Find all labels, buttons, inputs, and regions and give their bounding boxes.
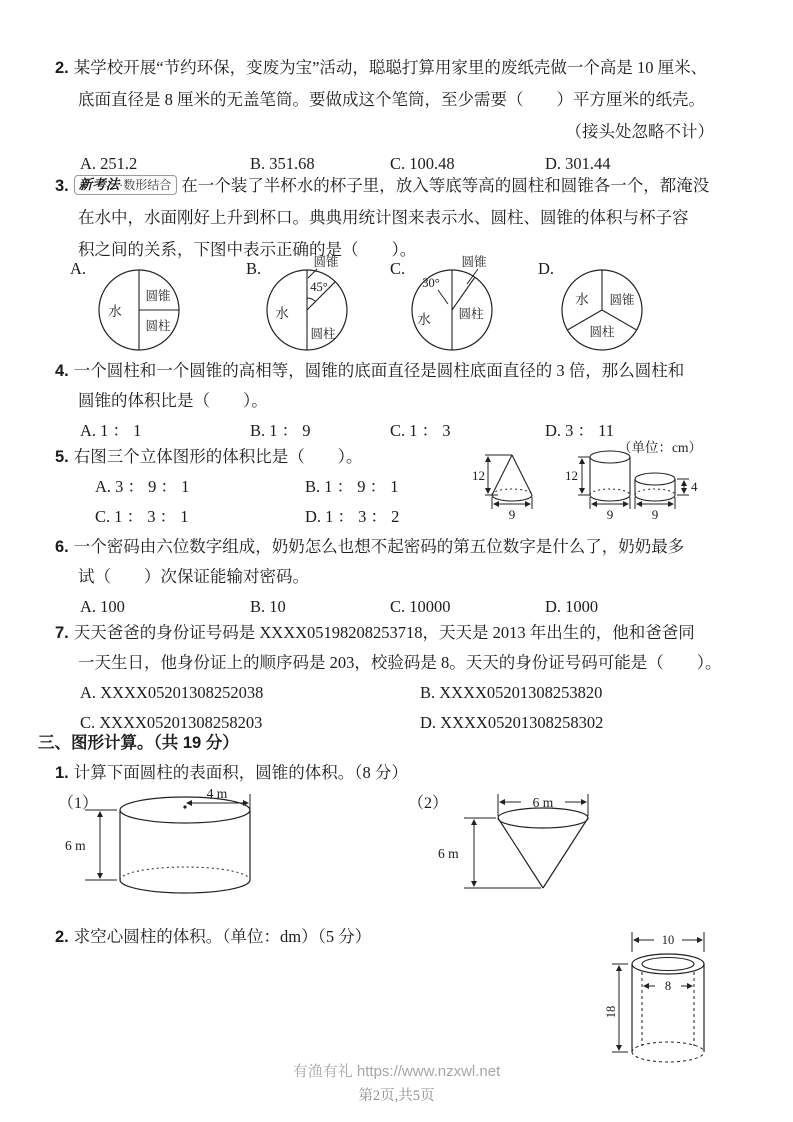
pie-chart-a — [83, 254, 195, 366]
cone-height-label: 12 — [472, 468, 485, 483]
q4-option-c: C. 1 ： 3 — [390, 421, 451, 440]
q5-line1: 5. 右图三个立体图形的体积比是（ ）。 — [55, 447, 363, 466]
hollow-outer-diameter-label: 10 — [661, 933, 675, 947]
q5-number: 5. — [55, 448, 69, 466]
section-3-question-1: 1. 计算下面圆柱的表面积，圆锥的体积。（8 分） — [55, 763, 408, 782]
q3-line3: 积之间的关系，下图中表示正确的是（ ）。 — [78, 240, 417, 259]
pie-letter-c: C. — [390, 259, 406, 278]
pie-d-cylinder-label: 圆柱 — [589, 325, 615, 339]
q2-option-c: C. 100.48 — [390, 154, 455, 173]
pie-b-cylinder-label: 圆柱 — [310, 327, 336, 341]
pie-c-angle-label: 30° — [422, 276, 440, 290]
fig2-height-label: 6 m — [438, 846, 459, 861]
pie-a-water-label: 水 — [108, 304, 122, 319]
hollow-height-label: 18 — [604, 1005, 618, 1019]
section-3-title: 三、图形计算。（共 19 分） — [38, 734, 239, 752]
q4-number: 4. — [55, 362, 69, 380]
q2-line1: 2. 某学校开展“节约环保，变废为宝”活动，聪聪打算用家里的废纸壳做一个高是 10 厘米、 — [55, 58, 708, 77]
pie-letter-b: B. — [246, 259, 262, 278]
s3q2-number: 2. — [55, 928, 69, 946]
q5-option-c: C. 1 ： 3 ： 1 — [95, 507, 189, 526]
pie-chart-d — [546, 254, 658, 366]
pie-a-cylinder-label: 圆柱 — [145, 319, 171, 333]
q7-line2: 一天生日，他身份证上的顺序码是 203，校验码是 8。天天的身份证号码可能是（ ）。 — [78, 653, 722, 672]
q3-line2: 在水中，水面刚好上升到杯口。典典用统计图来表示水、圆柱、圆锥的体积与杯子容 — [78, 208, 689, 227]
pie-b-water-label: 水 — [275, 306, 289, 321]
q4-line2: 圆锥的体积比是（ ）。 — [78, 391, 268, 410]
q6-option-b: B. 10 — [250, 597, 286, 616]
pie-c-cylinder-label: 圆柱 — [458, 307, 484, 321]
new-method-badge: 新考法·数形结合 — [74, 175, 178, 195]
q7-option-c: C. XXXX05201308258203 — [80, 713, 263, 732]
q6-number: 6. — [55, 538, 69, 556]
fig1-label: （1） — [58, 795, 99, 812]
q7-option-d: D. XXXX05201308258302 — [420, 713, 604, 732]
cone-figure-2 — [438, 786, 628, 901]
q6-line2: 试（ ）次保证能输对密码。 — [78, 567, 309, 586]
q2-option-a: A. 251.2 — [80, 154, 138, 173]
pie-c-cone-label: 圆锥 — [461, 255, 487, 269]
section-3-question-2: 2. 求空心圆柱的体积。（单位：dm）（5 分） — [55, 927, 372, 946]
short-cylinder-height-label: 4 — [691, 479, 698, 494]
q6-option-d: D. 1000 — [545, 597, 599, 616]
q7-line1: 7. 天天爸爸的身份证号码是 XXXX05198208253718，天天是 2013 年出生的，他和爸爸同 — [55, 623, 695, 642]
cylinder-diameter-label: 9 — [606, 507, 614, 522]
q7-option-a: A. XXXX05201308252038 — [80, 683, 264, 702]
q2-option-b: B. 351.68 — [250, 154, 315, 173]
pie-a-cone-label: 圆锥 — [145, 289, 171, 303]
q2-number: 2. — [55, 59, 69, 77]
pie-letter-a: A. — [70, 259, 87, 278]
question-3 — [55, 170, 759, 266]
pie-d-cone-label: 圆锥 — [609, 293, 635, 307]
cylinder-figure-1 — [65, 786, 325, 901]
q5-option-b: B. 1 ： 9 ： 1 — [305, 477, 399, 496]
q7-number: 7. — [55, 624, 69, 642]
fig2-label: （2） — [408, 795, 449, 812]
q5-option-d: D. 1 ： 3 ： 2 — [305, 507, 400, 526]
pie-d-water-label: 水 — [575, 292, 589, 307]
q2-line2: 底面直径是 8 厘米的无盖笔筒。要做成这个笔筒，至少需要（ ）平方厘米的纸壳。 — [78, 90, 705, 109]
footer-site: 有渔有礼 https://www.nzxwl.net — [292, 1063, 501, 1080]
q4-line1: 4. 一个圆柱和一个圆锥的高相等，圆锥的底面直径是圆柱底面直径的 3 倍，那么圆柱和 — [55, 361, 685, 380]
short-cylinder-diameter-label: 9 — [651, 507, 659, 522]
question-7 — [55, 618, 759, 738]
pie-b-cone-label: 圆锥 — [313, 255, 339, 269]
q5-option-a: A. 3 ： 9 ： 1 — [95, 477, 190, 496]
q3-line1: 3. 新考法·数形结合 在一个装了半杯水的杯子里，放入等底等高的圆柱和圆锥各一个，都淹没 — [55, 176, 710, 195]
solids-figure — [452, 438, 710, 533]
pie-b-angle-label: 45° — [310, 280, 328, 294]
fig1-height-label: 6 m — [65, 838, 86, 853]
question-4 — [55, 356, 759, 446]
s3q1-number: 1. — [55, 764, 69, 782]
hollow-inner-diameter-label: 8 — [664, 979, 672, 993]
q2-option-d: D. 301.44 — [545, 154, 611, 173]
fig1-radius-label: 4 m — [206, 786, 228, 801]
footer-page-number: 第2页,共5页 — [358, 1088, 435, 1104]
fig2-diameter-label: 6 m — [532, 795, 554, 810]
pie-chart-b — [251, 254, 363, 366]
q2-note: （接头处忽略不计） — [565, 122, 714, 141]
q4-option-a: A. 1 ： 1 — [80, 421, 142, 440]
cone-diameter-label: 9 — [508, 507, 516, 522]
pie-chart-c — [396, 254, 508, 366]
question-6 — [55, 532, 759, 622]
q4-option-d: D. 3 ： 11 — [545, 421, 615, 440]
question-2 — [55, 52, 759, 180]
pie-letter-d: D. — [538, 259, 555, 278]
cylinder-height-label: 12 — [565, 468, 578, 483]
q4-option-b: B. 1 ： 9 — [250, 421, 311, 440]
pie-c-water-label: 水 — [417, 312, 431, 327]
q6-line1: 6. 一个密码由六位数字组成，奶奶怎么也想不起密码的第五位数字是什么了，奶奶最多 — [55, 537, 685, 556]
q6-option-a: A. 100 — [80, 597, 125, 616]
q7-option-b: B. XXXX05201308253820 — [420, 683, 603, 702]
q6-option-c: C. 10000 — [390, 597, 451, 616]
unit-label: （单位：cm） — [618, 440, 702, 455]
hollow-cylinder-figure — [604, 928, 716, 1064]
q3-number: 3. — [55, 177, 69, 195]
